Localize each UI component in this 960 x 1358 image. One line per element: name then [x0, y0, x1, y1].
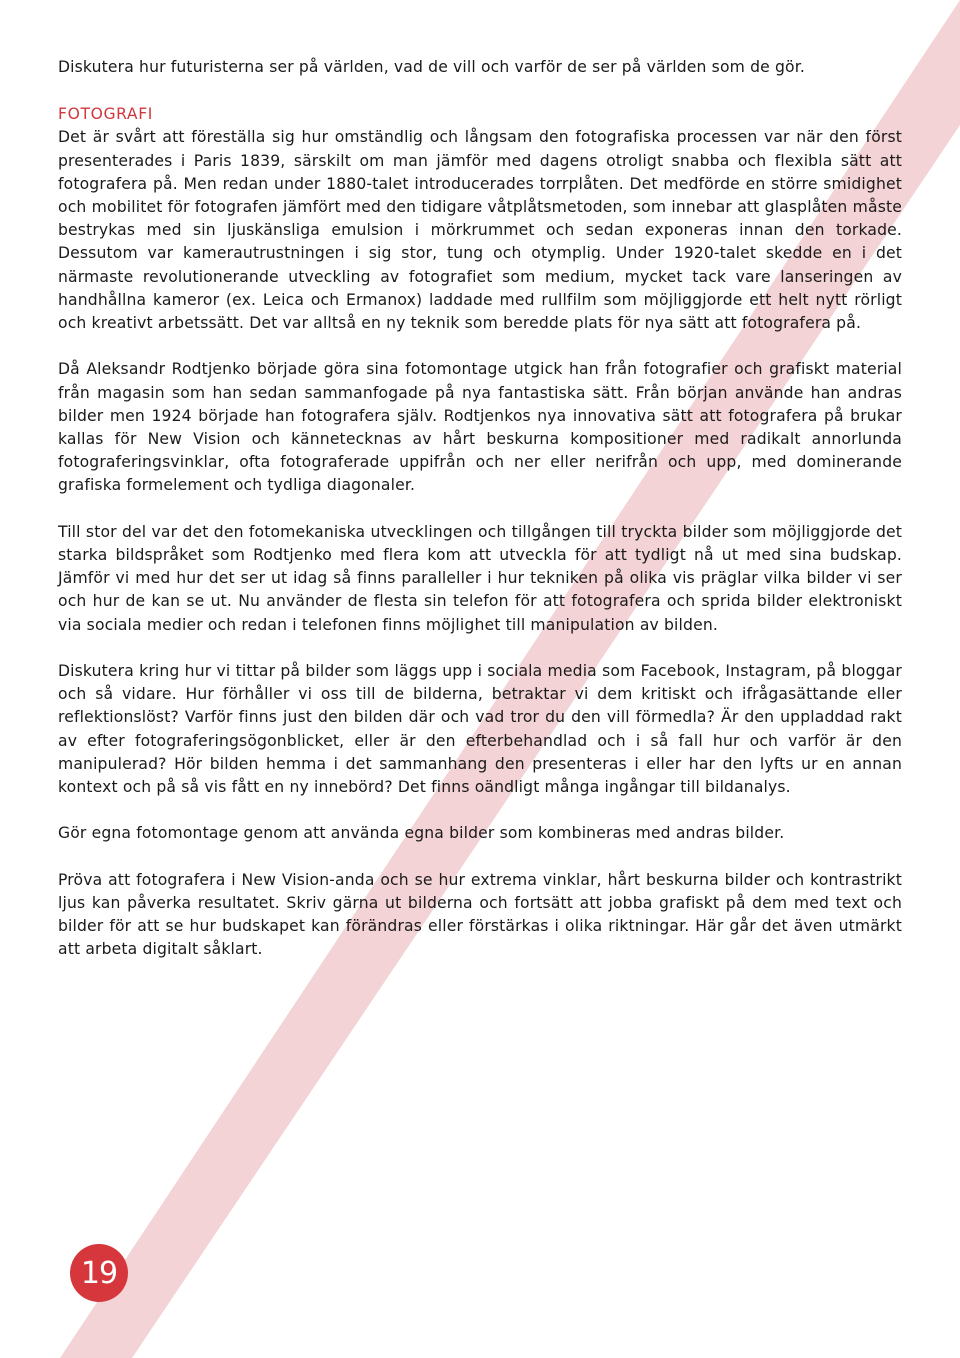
paragraph-history: Det är svårt att föreställa sig hur omständlig och långsam den fotografiska processen var när den först presenterades i Paris 1839, särskilt om man jämför med dagens otroligt snabba och flexibla sätt att fotografera på. Men redan under 1880-talet introducerades torrplåten. Det medförde en större smidighet och mobilitet för fotografen jämfört med den tidigare våtplåtsmetoden, som innebar att glasplåten måste bestrykas med sin ljuskänsliga emulsion i mörkrummet och sedan exponeras innan den torkade. Dessutom var kamerautrustningen i sig stor, tung och otymplig. Under 1920-talet skedde en i det närmaste revolutionerande utveckling av fotografiet som medium, mycket tack vare lanseringen av handhållna kameror (ex. Leica och Ermanox) laddade med rullfilm som möjliggjorde ett helt nytt rörligt och kreativt arbetssätt. Det var alltså en ny teknik som beredde plats för nya sätt att fotografera på.	[58, 128, 902, 333]
paragraph-rodtjenko: Då Aleksandr Rodtjenko började göra sina fotomontage utgick han från fotografier och grafiskt material från magasin som han sedan sammanfogade på nya fantastiska sätt. Från början använde han andras bilder men 1924 började han fotografera själv. Rodtjenkos nya innovativa sätt att fotografera på brukar kallas för New Vision och kännetecknas av hårt beskurna kompositioner med radikalt annorlunda fotograferingsvinklar, ofta fotograferade uppifrån och ner eller nerifrån och upp, med dominerande grafiska formelement och tydliga diagonaler.	[58, 360, 902, 495]
page-number: 19	[80, 1255, 118, 1291]
paragraph-technology: Till stor del var det den fotomekaniska utvecklingen och tillgången till tryckta bilder som möjliggjorde det starka bildspråket som Rodtjenko med flera kom att utveckla för att tydligt nå ut med sina budskap. Jämför vi med hur det ser ut idag så finns paralleller i hur tekniken på olika vis präglar vilka bilder vi ser och hur de kan se ut. Nu använder de flesta sin telefon för att fotografera och sprida bilder elektroniskt via sociala medier och redan i telefonen finns möjlighet till manipulation av bilden.	[58, 522, 902, 634]
paragraph-exercise-montage: Gör egna fotomontage genom att använda egna bilder som kombineras med andras bilder.	[58, 824, 785, 843]
intro-paragraph: Diskutera hur futuristerna ser på världen, vad de vill och varför de ser på världen som de gör.	[58, 58, 805, 76]
paragraph-exercise-new-vision: Pröva att fotografera i New Vision-anda och se hur extrema vinklar, hårt beskurna bilder och kontrastrikt ljus kan påverka resultatet. Skriv gärna ut bilderna och fortsätt att jobba grafiskt på dem med text och bilder för att se hur budskapet kan förändras eller förstärkas i olika riktningar. Här går det även utmärkt att arbeta digitalt såklart.	[58, 870, 902, 959]
paragraph-discussion: Diskutera kring hur vi tittar på bilder som läggs upp i sociala media som Facebook, Instagram, på bloggar och så vidare. Hur förhåller vi oss till de bilderna, betraktar vi dem kritiskt och ifrågasättande eller reflektionslöst? Varför finns just den bilden där och vad tror du den vill förmedla? Är den uppladdad rakt av efter fotograferingsögonblicket, eller är den efterbehandlad och i så fall hur och varför är den manipulerad? Hör bilden hemma i det sammanhang den presenteras i eller har den lyfts ur en annan kontext och på så vis fått en ny innebörd? Det finns oändligt många ingångar till bildanalys.	[58, 662, 902, 797]
document-body	[58, 56, 902, 985]
page-number-badge	[70, 1244, 128, 1302]
section-heading: FOTOGRAFI	[58, 105, 153, 124]
